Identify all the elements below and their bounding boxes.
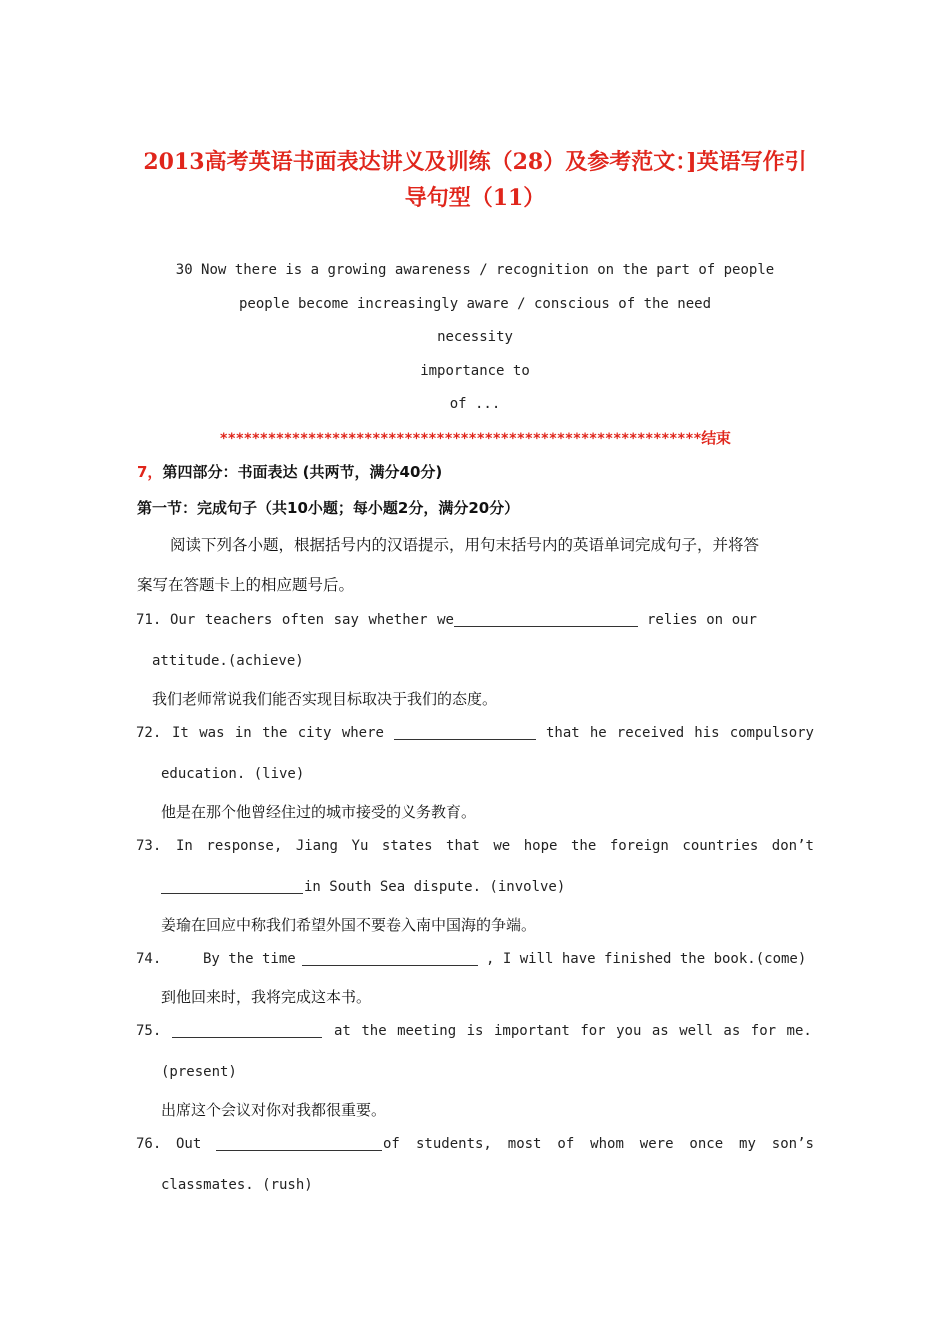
section-title: 第四部分：书面表达 (共两节，满分40分) xyxy=(162,463,443,481)
word: as xyxy=(723,1023,741,1039)
question-text xyxy=(334,1023,812,1039)
question-text xyxy=(176,838,814,854)
question-text: of xyxy=(383,1136,400,1152)
question-number: 72. xyxy=(136,725,162,741)
word: he xyxy=(589,725,607,741)
word: say xyxy=(333,612,359,628)
question-number: 74. xyxy=(136,951,162,967)
question-text xyxy=(647,612,757,628)
star-rule: ************************************************************ xyxy=(219,431,702,447)
phrase-line: necessity xyxy=(437,329,513,345)
answer-blank[interactable] xyxy=(216,1136,382,1151)
word: whom xyxy=(590,1136,624,1152)
question-number: 73. xyxy=(136,838,162,854)
word: we xyxy=(437,612,454,628)
word: his xyxy=(694,725,720,741)
question-continuation: classmates. (rush) xyxy=(161,1177,313,1193)
word: foreign xyxy=(609,838,669,854)
word: our xyxy=(731,612,757,628)
word: response, xyxy=(206,838,283,854)
question-continuation: in South Sea dispute. (involve) xyxy=(304,879,566,895)
section-number: 7， xyxy=(137,463,163,481)
answer-blank[interactable] xyxy=(454,612,638,627)
question-text xyxy=(170,612,454,628)
word: my xyxy=(739,1136,756,1152)
word: teachers xyxy=(204,612,273,628)
word: most xyxy=(507,1136,542,1152)
word: In xyxy=(176,838,193,854)
word: Yu xyxy=(351,838,369,854)
word: as xyxy=(651,1023,669,1039)
word: often xyxy=(281,612,325,628)
word: It xyxy=(172,725,189,741)
word: where xyxy=(341,725,384,741)
word: Jiang xyxy=(295,838,338,854)
word: that xyxy=(546,725,580,741)
word: meeting xyxy=(397,1023,457,1039)
question-continuation: attitude.(achieve) xyxy=(152,653,304,669)
section-heading xyxy=(137,461,442,482)
question-continuation: (present) xyxy=(161,1064,237,1080)
phrase-line: of ... xyxy=(449,396,501,412)
word: hope xyxy=(523,838,558,854)
question-number: 71. xyxy=(136,612,162,628)
word: states xyxy=(381,838,433,854)
word: compulsory xyxy=(729,725,814,741)
word: is xyxy=(466,1023,484,1039)
instructions-line-1: 阅读下列各小题，根据括号内的汉语提示，用句末括号内的英语单词完成句子，并将答 xyxy=(170,536,760,554)
word: important xyxy=(493,1023,570,1039)
question-continuation: education. (live) xyxy=(161,766,305,782)
word: don’t xyxy=(771,838,814,854)
word: the xyxy=(570,838,597,854)
phrase-line: importance to xyxy=(420,363,530,379)
subsection-heading: 第一节：完成句子（共10小题；每小题2分，满分20分） xyxy=(137,499,520,517)
word: of xyxy=(557,1136,575,1152)
word: the xyxy=(262,725,288,741)
question-number: 75. xyxy=(136,1023,162,1039)
chinese-hint: 到他回来时，我将完成这本书。 xyxy=(161,988,372,1006)
word: received xyxy=(616,725,685,741)
question-text xyxy=(172,725,384,741)
chinese-hint: 我们老师常说我们能否实现目标取决于我们的态度。 xyxy=(152,690,498,708)
answer-blank[interactable] xyxy=(161,879,303,894)
chinese-hint: 姜瑜在回应中称我们希望外国不要卷入南中国海的争端。 xyxy=(161,916,537,934)
word: at xyxy=(334,1023,351,1039)
answer-blank[interactable] xyxy=(172,1023,322,1038)
word: on xyxy=(706,612,724,628)
answer-blank[interactable] xyxy=(302,951,478,966)
word: son’s xyxy=(771,1136,814,1152)
word: in xyxy=(234,725,252,741)
word: me. xyxy=(786,1023,812,1039)
question-text: By the time xyxy=(203,951,296,967)
word: were xyxy=(639,1136,674,1152)
word: you xyxy=(616,1023,642,1039)
word: the xyxy=(361,1023,387,1039)
word: countries xyxy=(682,838,759,854)
word: for xyxy=(580,1023,606,1039)
word: relies xyxy=(647,612,698,628)
instructions-line-2: 案写在答题卡上的相应题号后。 xyxy=(137,576,355,594)
chinese-hint: 他是在那个他曾经住过的城市接受的义务教育。 xyxy=(161,803,477,821)
answer-blank[interactable] xyxy=(394,725,536,740)
question-text: , I will have finished the book.(come) xyxy=(486,951,807,967)
word: students, xyxy=(416,1136,492,1152)
word: well xyxy=(679,1023,713,1039)
question-text: Out xyxy=(176,1136,202,1152)
word: was xyxy=(199,725,225,741)
word: city xyxy=(297,725,332,741)
question-number: 76. xyxy=(136,1136,162,1152)
end-divider xyxy=(0,427,950,448)
phrase-line: people become increasingly aware / conscious of the need xyxy=(238,296,711,312)
document-title-line-2: 导句型（11） xyxy=(404,185,546,211)
word: Our xyxy=(170,612,196,628)
word: we xyxy=(493,838,511,854)
document-title-line-1: 2013高考英语书面表达讲义及训练（28）及参考范文：]英语写作引 xyxy=(143,149,807,175)
word: whether xyxy=(368,612,428,628)
phrase-line: 30 Now there is a growing awareness / recognition on the part of people xyxy=(175,262,775,278)
word: that xyxy=(446,838,480,854)
question-text xyxy=(546,725,814,741)
word: for xyxy=(750,1023,777,1039)
chinese-hint: 出席这个会议对你对我都很重要。 xyxy=(161,1101,387,1119)
end-marker: 结束 xyxy=(701,429,731,447)
question-text xyxy=(416,1136,814,1152)
word: once xyxy=(689,1136,724,1152)
